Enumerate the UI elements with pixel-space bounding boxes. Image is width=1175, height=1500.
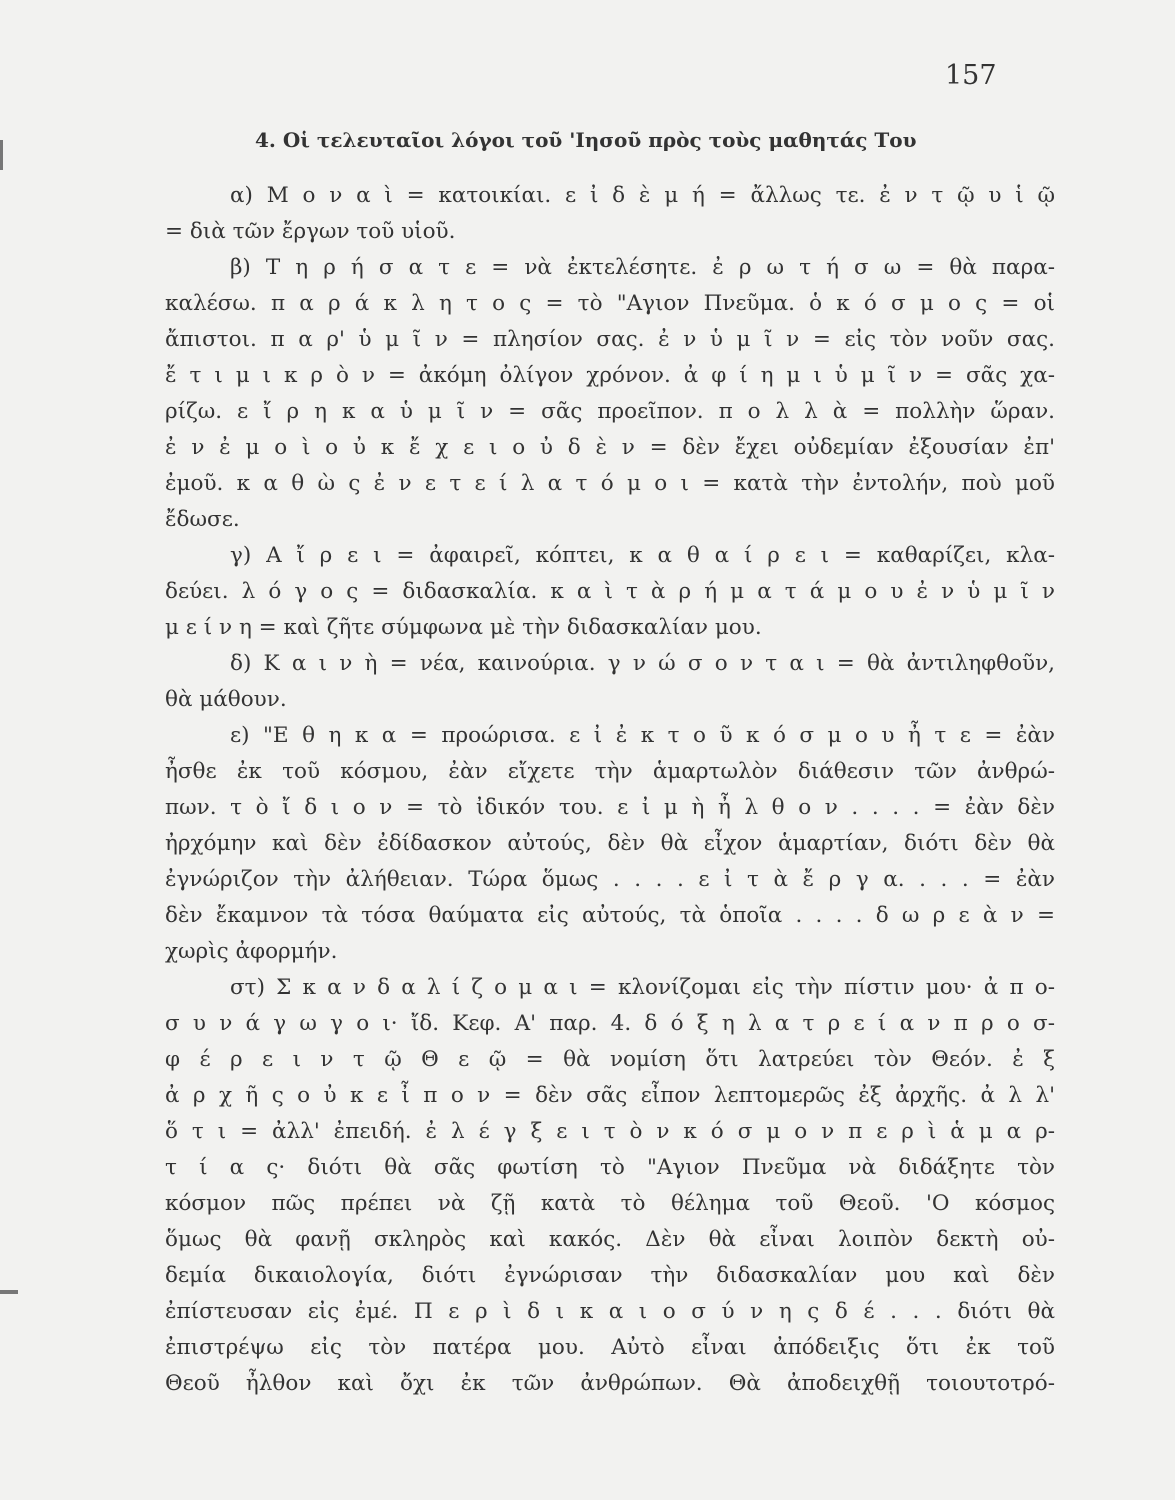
text-line: δεύει. λ ό γ ο ς = διδασκαλία. κ α ὶ τ ὰ ρ ή μ α τ ά μ ο υ ἐ ν ὑ μ ῖ ν [165,579,1055,604]
text-line: ἦσθε ἐκ τοῦ κόσμου, ἐὰν εἴχετε τὴν ἁμαρτωλὸν διάθεσιν τῶν ἀνθρώ- [165,759,1055,784]
text-line: στ) Σ κ α ν δ α λ ί ζ ο μ α ι = κλονίζομαι εἰς τὴν πίστιν μου· ἀ π ο- [230,975,1055,1000]
text-line: ρίζω. ε ἴ ρ η κ α ὑ μ ῖ ν = σᾶς προεῖπον. π ο λ λ ὰ = πολλὴν ὥραν. [165,399,1055,424]
text-line: ὅμως θὰ φανῇ σκληρὸς καὶ κακός. Δὲν θὰ εἶναι λοιπὸν δεκτὴ οὐ- [165,1227,1055,1252]
text-line: ἔδωσε. [165,507,240,532]
left-edge-mark-bottom [0,1290,18,1294]
page-number: 157 [945,60,997,91]
body-text [165,178,1055,1402]
text-line: ἐγνώριζον τὴν ἀλήθειαν. Τώρα ὅμως . . . . ε ἰ τ ὰ ἔ ρ γ α. . . . = ἐὰν [165,867,1055,892]
text-line: α) Μ ο ν α ὶ = κατοικίαι. ε ἰ δ ὲ μ ή = ἄλλως τε. ἐ ν τ ῷ υ ἱ ῷ [230,183,1055,208]
text-line: = διὰ τῶν ἔργων τοῦ υἱοῦ. [165,219,456,244]
text-line: θὰ μάθουν. [165,687,287,712]
left-edge-mark-top [0,140,3,170]
text-line: πων. τ ὸ ἴ δ ι ο ν = τὸ ἰδικόν του. ε ἰ μ ὴ ἦ λ θ ο ν . . . . = ἐὰν δὲν [165,795,1055,820]
text-line: ε) "Ε θ η κ α = προώρισα. ε ἰ ἐ κ τ ο ῦ κ ό σ μ ο υ ἦ τ ε = ἐὰν [230,723,1055,748]
text-line: ὅ τ ι = ἀλλ' ἐπειδή. ἐ λ έ γ ξ ε ι τ ὸ ν κ ό σ μ ο ν π ε ρ ὶ ἁ μ α ρ- [165,1119,1055,1144]
text-line: γ) Α ἴ ρ ε ι = ἀφαιρεῖ, κόπτει, κ α θ α ί ρ ε ι = καθαρίζει, κλα- [230,543,1055,568]
text-line: ἄπιστοι. π α ρ' ὑ μ ῖ ν = πλησίον σας. ἐ ν ὑ μ ῖ ν = εἰς τὸν νοῦν σας. [165,327,1055,352]
text-line: ἔ τ ι μ ι κ ρ ὸ ν = ἀκόμη ὀλίγον χρόνον. ἀ φ ί η μ ι ὑ μ ῖ ν = σᾶς χα- [165,363,1055,388]
text-line: μ ε ί ν η = καὶ ζῆτε σύμφωνα μὲ τὴν διδασκαλίαν μου. [165,615,762,640]
text-line: Θεοῦ ἦλθον καὶ ὄχι ἐκ τῶν ἀνθρώπων. Θὰ ἀποδειχθῇ τοιουτοτρό- [165,1371,1055,1396]
text-line: β) Τ η ρ ή σ α τ ε = νὰ ἐκτελέσητε. ἐ ρ ω τ ή σ ω = θὰ παρα- [230,255,1055,280]
text-line: καλέσω. π α ρ ά κ λ η τ ο ς = τὸ "Αγιον Πνεῦμα. ὁ κ ό σ μ ο ς = οἱ [165,291,1055,316]
text-line: δὲν ἔκαμνον τὰ τόσα θαύματα εἰς αὐτούς, τὰ ὁποῖα . . . . δ ω ρ ε ὰ ν = [165,903,1055,928]
text-line: κόσμον πῶς πρέπει νὰ ζῇ κατὰ τὸ θέλημα τοῦ Θεοῦ. 'Ο κόσμος [165,1191,1055,1216]
text-line: δ) Κ α ι ν ὴ = νέα, καινούρια. γ ν ώ σ ο ν τ α ι = θὰ ἀντιληφθοῦν, [230,651,1055,676]
text-line: φ έ ρ ε ι ν τ ῷ Θ ε ῷ = θὰ νομίση ὅτι λατρεύει τὸν Θεόν. ἐ ξ [165,1047,1055,1072]
text-line: ἐ ν ἐ μ ο ὶ ο ὐ κ ἔ χ ε ι ο ὐ δ ὲ ν = δὲν ἔχει οὐδεμίαν ἐξουσίαν ἐπ' [165,435,1055,460]
text-line: ἐπιστρέψω εἰς τὸν πατέρα μου. Αὐτὸ εἶναι ἀπόδειξις ὅτι ἐκ τοῦ [165,1335,1055,1360]
text-line: ἀ ρ χ ῆ ς ο ὐ κ ε ἶ π ο ν = δὲν σᾶς εἶπον λεπτομερῶς ἐξ ἀρχῆς. ἀ λ λ' [165,1083,1055,1108]
text-line: τ ί α ς· διότι θὰ σᾶς φωτίση τὸ "Αγιον Πνεῦμα νὰ διδάξητε τὸν [165,1155,1055,1180]
text-line: σ υ ν ά γ ω γ ο ι· ἴδ. Κεφ. Α' παρ. 4. δ ό ξ η λ α τ ρ ε ί α ν π ρ ο σ- [165,1011,1055,1036]
text-line: ἠρχόμην καὶ δὲν ἐδίδασκον αὐτούς, δὲν θὰ εἶχον ἁμαρτίαν, διότι δὲν θὰ [165,831,1055,856]
text-line: δεμία δικαιολογία, διότι ἐγνώρισαν τὴν διδασκαλίαν μου καὶ δὲν [165,1263,1055,1288]
section-heading: 4. Οἱ τελευταῖοι λόγοι τοῦ 'Ιησοῦ πρὸς τοὺς μαθητάς Του [255,128,917,152]
text-line: ἐπίστευσαν εἰς ἐμέ. Π ε ρ ὶ δ ι κ α ι ο σ ύ ν η ς δ έ . . . διότι θὰ [165,1299,1055,1324]
text-line: ἐμοῦ. κ α θ ὼ ς ἐ ν ε τ ε ί λ α τ ό μ ο ι = κατὰ τὴν ἐντολήν, ποὺ μοῦ [165,471,1055,496]
text-line: χωρὶς ἀφορμήν. [165,939,338,964]
